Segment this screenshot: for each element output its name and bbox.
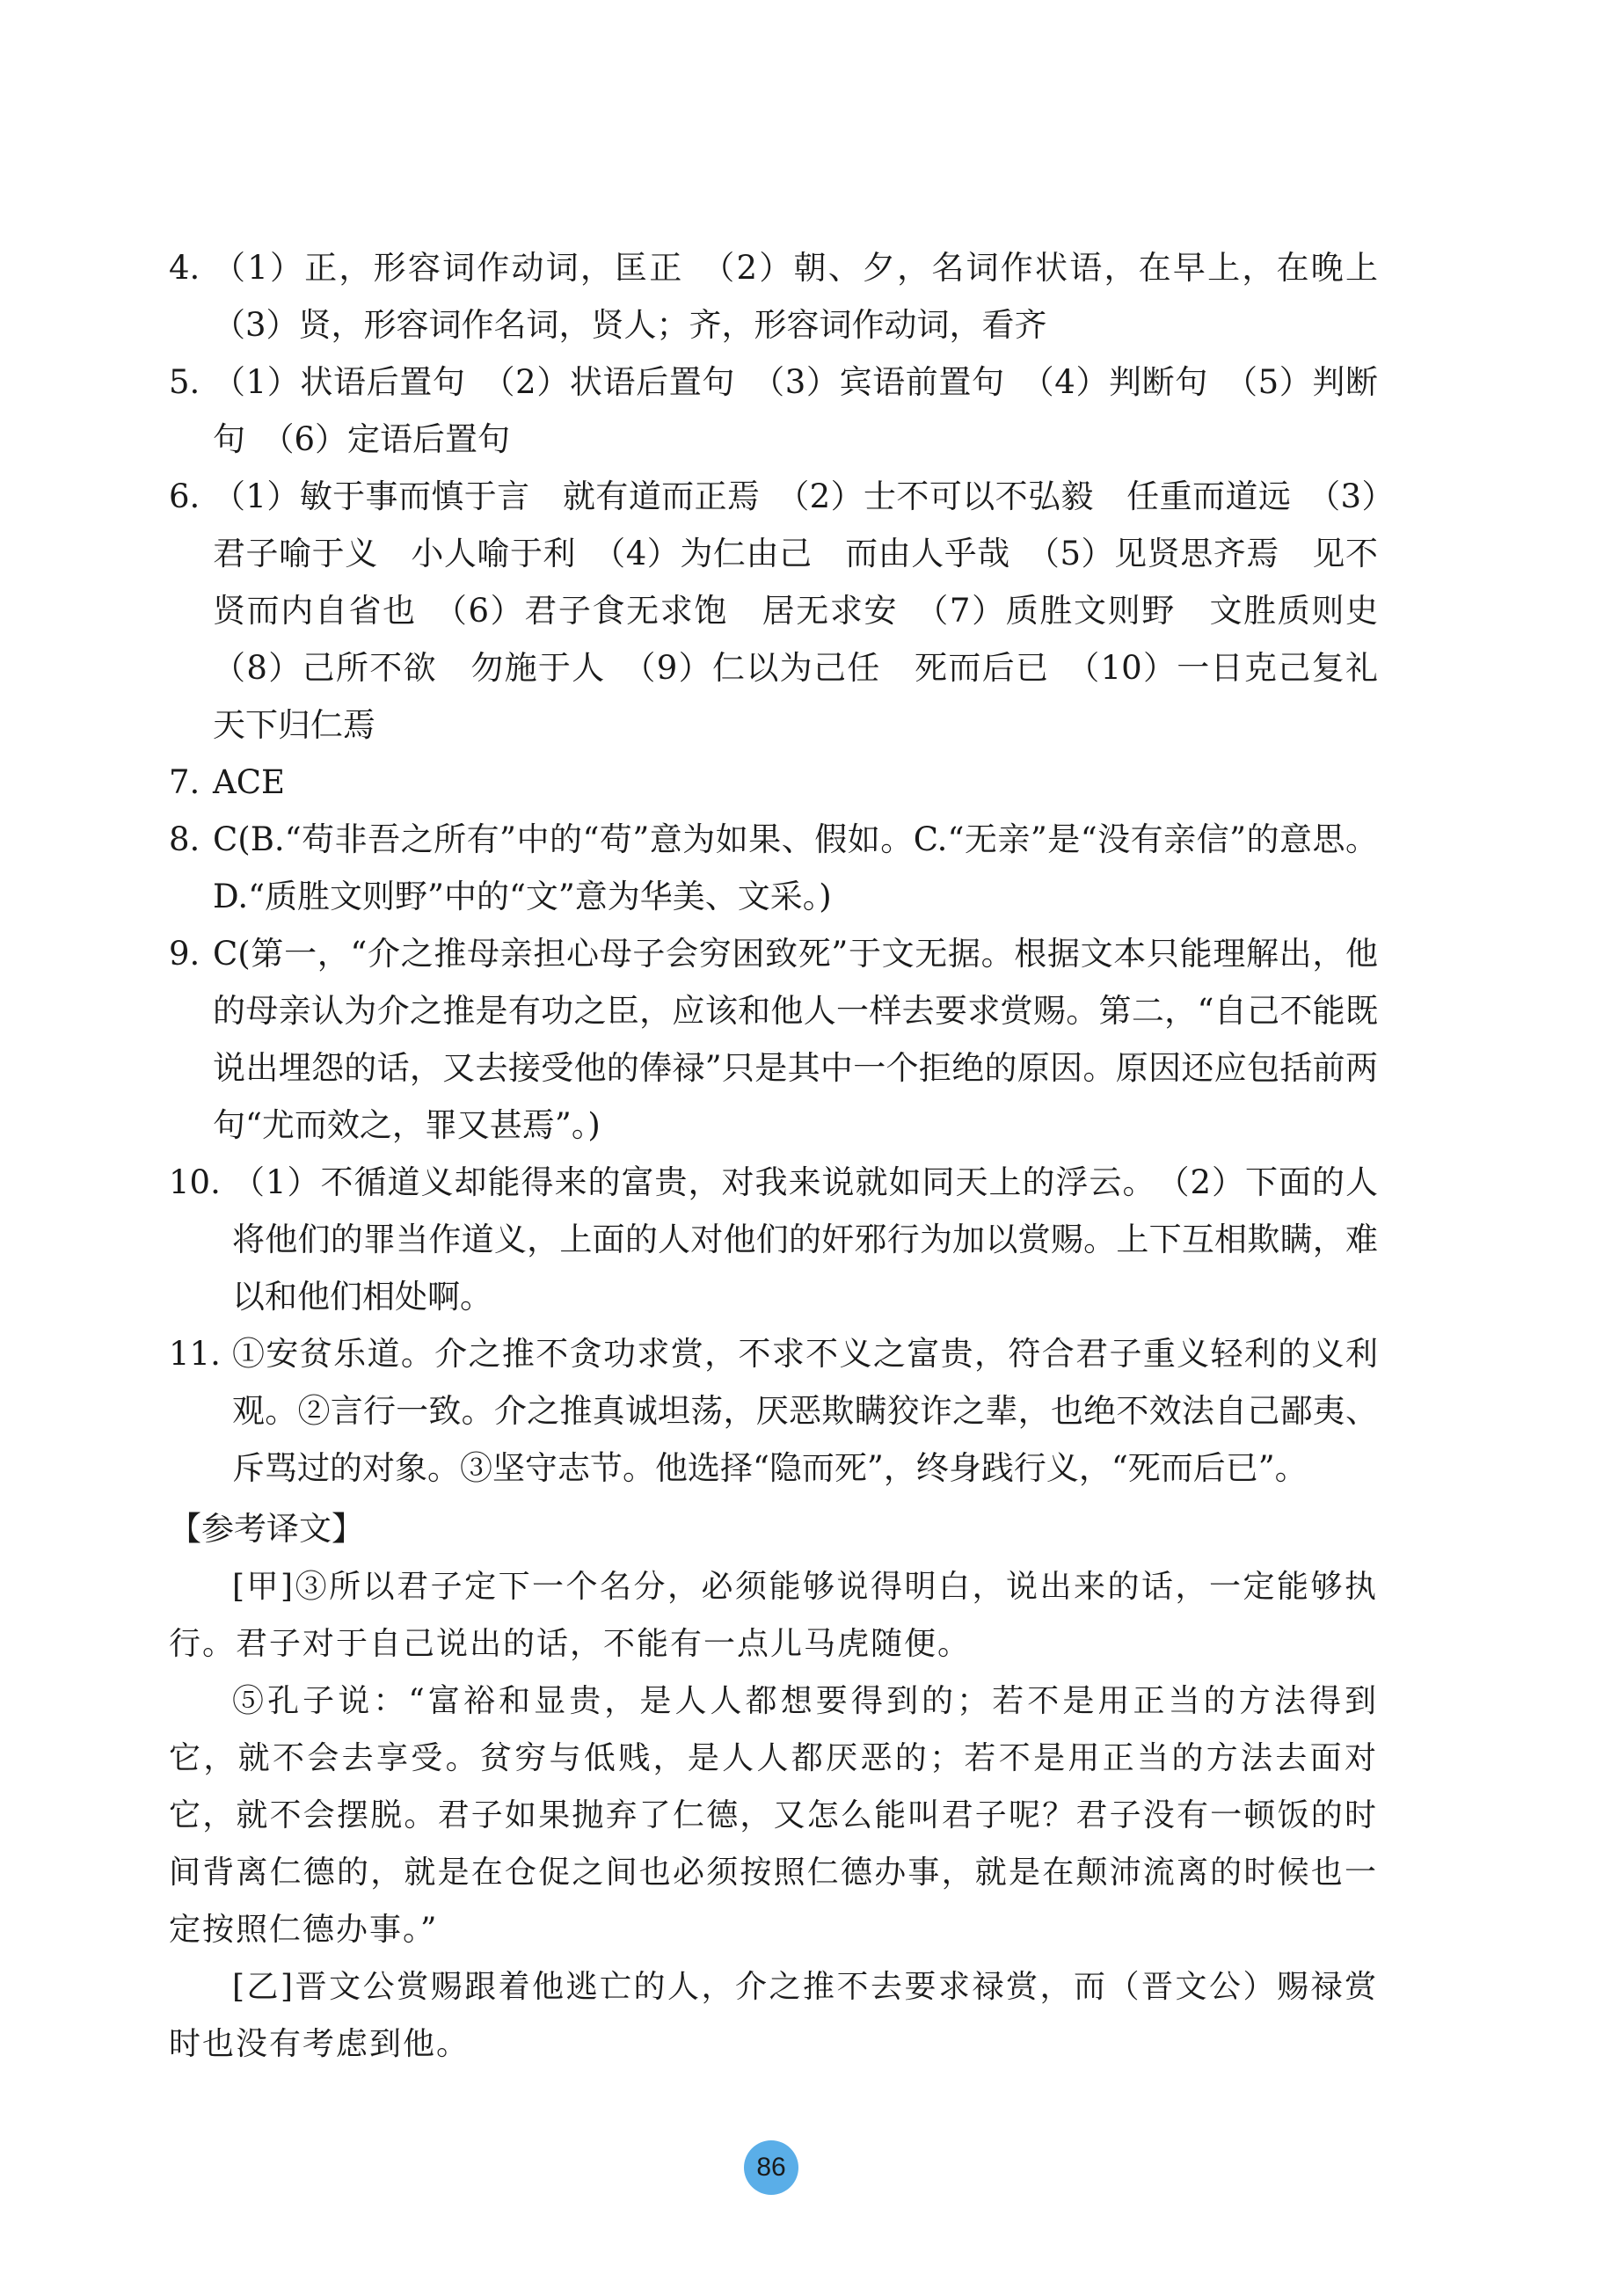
answer-number: 7. xyxy=(169,763,200,801)
answer-item-10 xyxy=(169,1154,1378,1325)
translation-paragraph: ⑤孔子说：“富裕和显贵，是人人都想要得到的；若不是用正当的方法得到它，就不会去享受。贫穷与低贱，是人人都厌恶的；若不是用正当的方法去面对它，就不会摆脱。君子如果抛弃了仁德，又怎么能叫君子呢？君子没有一顿饭的时间背离仁德的，就是在仓促之间也必须按照仁德办事，就是在颠沛流离的时候也一定按照仁德办事。” xyxy=(169,1683,1378,1948)
answer-item-4 xyxy=(169,239,1410,354)
answer-text: ACE xyxy=(213,763,286,801)
answer-item-7 xyxy=(169,754,1378,811)
answer-number: 5. xyxy=(169,363,200,401)
answer-number: 4. xyxy=(169,249,200,287)
answer-item-8 xyxy=(169,811,1378,925)
answer-text: （1）状语后置句 （2）状语后置句 （3）宾语前置句 （4）判断句 （5）判断句 （6）定语后置句 xyxy=(213,363,1378,458)
answer-text: ①安贫乐道。介之推不贪功求赏，不求不义之富贵，符合君子重义轻利的义利观。②言行一致。介之推真诚坦荡，厌恶欺瞒狡诈之辈，也绝不效法自己鄙夷、斥骂过的对象。③坚守志节。他选择“隐而死”，终身践行义，“死而后已”。 xyxy=(232,1335,1378,1487)
answer-item-11 xyxy=(169,1325,1378,1497)
translation-section xyxy=(169,1558,1378,2073)
answer-text: （1）正，形容词作动词，匡正 （2）朝、夕，名词作状语，在早上，在晚上 （3）贤，形容词作名词，贤人；齐，形容词作动词，看齐 xyxy=(213,249,1410,344)
answer-text: （1）不循道义却能得来的富贵，对我来说就如同天上的浮云。 （2）下面的人将他们的罪当作道义，上面的人对他们的奸邪行为加以赏赐。上下互相欺瞒，难以和他们相处啊。 xyxy=(232,1163,1378,1316)
answer-text: C(第一，“介之推母亲担心母子会穷困致死”于文无据。根据文本只能理解出，他的母亲认为介之推是有功之臣，应该和他人一样去要求赏赐。第二，“自己不能既说出埋怨的话，又去接受他的俸禄”只是其中一个拒绝的原因。原因还应包括前两句“尤而效之，罪又甚焉”。) xyxy=(213,935,1378,1144)
answer-text: （1）敏于事而慎于言 就有道而正焉 （2）士不可以不弘毅 任重而道远 （3）君子喻于义 小人喻于利 （4）为仁由己 而由人乎哉 （5）见贤思齐焉 见不贤而内自省也 （6）君子食无求饱 居无求安 （7）质胜文则野 文胜质则史 （8）己所不欲 勿施于人 （9）仁以为己任 死而后已 （10）一日克己复礼 天下归仁焉 xyxy=(213,477,1410,744)
translation-heading: 【参考译文】 xyxy=(169,1510,364,1548)
translation-paragraph: [乙]晋文公赏赐跟着他逃亡的人，介之推不去要求禄赏，而（晋文公）赐禄赏时也没有考虑到他。 xyxy=(169,1969,1378,2062)
answer-list xyxy=(169,239,1410,1497)
translation-paragraph: [甲]③所以君子定下一个名分，必须能够说得明白，说出来的话，一定能够执行。君子对于自己说出的话，不能有一点儿马虎随便。 xyxy=(169,1569,1378,1662)
answer-number: 11. xyxy=(169,1335,221,1373)
answer-number: 9. xyxy=(169,935,200,973)
answer-number: 8. xyxy=(169,820,200,858)
page-number-badge: 86 xyxy=(744,2140,798,2195)
answer-number: 10. xyxy=(169,1163,221,1201)
answer-item-9 xyxy=(169,925,1378,1154)
answer-item-6 xyxy=(169,468,1410,754)
answer-text: C(B.“苟非吾之所有”中的“苟”意为如果、假如。C.“无亲”是“没有亲信”的意思。D.“质胜文则野”中的“文”意为华美、文采。) xyxy=(213,820,1378,915)
answer-number: 6. xyxy=(169,477,200,515)
answer-item-5 xyxy=(169,354,1378,468)
